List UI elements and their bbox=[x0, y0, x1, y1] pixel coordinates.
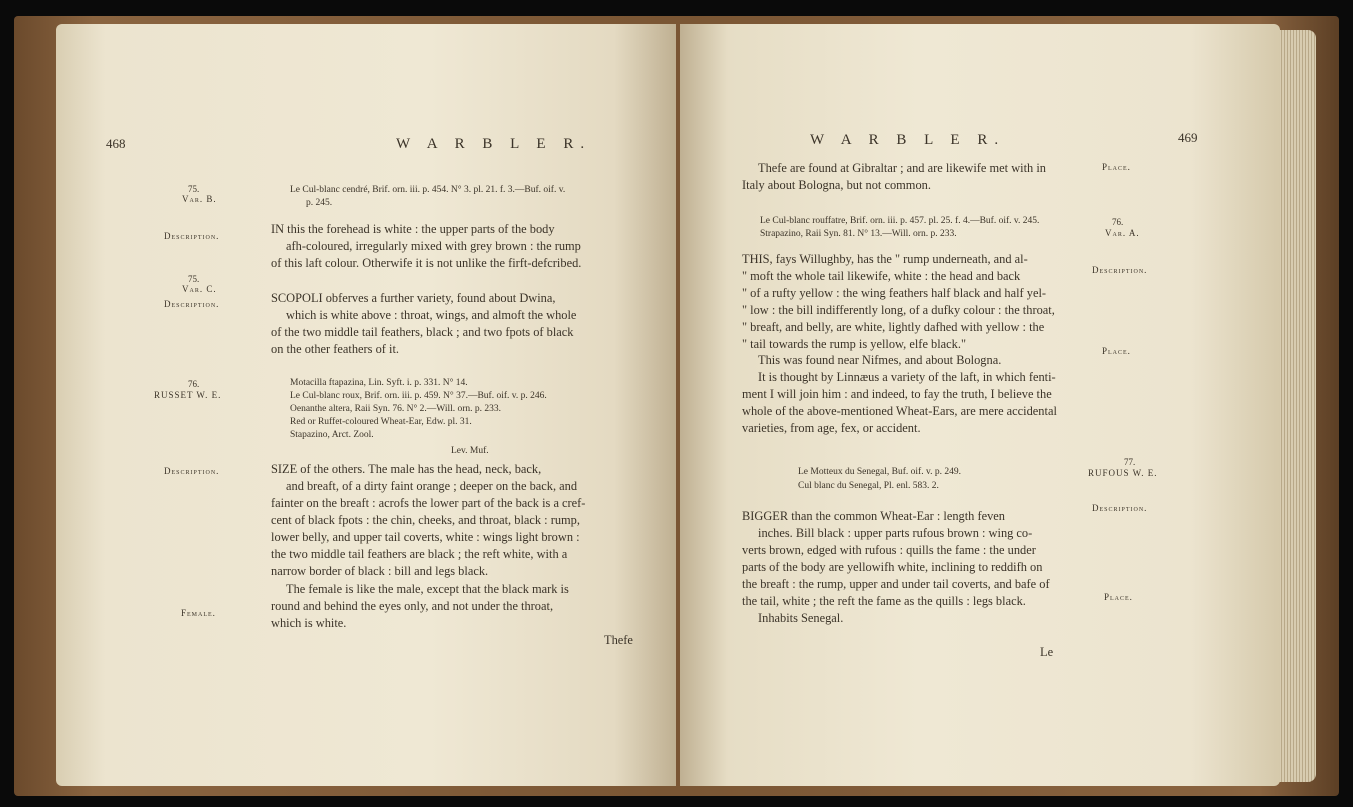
running-head: W A R B L E R. bbox=[396, 136, 592, 152]
body-line: THIS, fays Willughby, has the " rump underneath, and al- bbox=[742, 252, 1028, 266]
sidenote-description: Description. bbox=[164, 466, 220, 476]
body-line: ment I will join him : and indeed, to fay the truth, I believe the bbox=[742, 387, 1052, 401]
body-line: lower belly, and upper tail coverts, white : wings light brown : bbox=[271, 530, 580, 544]
body-line: fainter on the breaft : acrofs the lower part of the back is a cref- bbox=[271, 496, 586, 510]
reference-line: Motacilla ftapazina, Lin. Syft. i. p. 331. N° 14. bbox=[290, 378, 468, 388]
body-line: whole of the above-mentioned Wheat-Ears, are mere accidental bbox=[742, 404, 1057, 418]
body-line: " of a rufty yellow : the wing feathers half black and half yel- bbox=[742, 286, 1047, 300]
page-number: 468 bbox=[106, 136, 126, 151]
body-line: and breaft, of a dirty faint orange ; deeper on the back, and bbox=[286, 479, 578, 493]
sidenote-place: Place. bbox=[1102, 346, 1131, 356]
reference-line: Le Cul-blanc cendré, Brif. orn. iii. p. 454. N° 3. pl. 21. f. 3.—Buf. oif. v. bbox=[290, 185, 566, 195]
body-line: which is white above : throat, wings, and almoft the whole bbox=[286, 308, 577, 322]
body-line: cent of black fpots : the chin, cheeks, and throat, black : rump, bbox=[271, 513, 580, 527]
body-line: varieties, from age, fex, or accident. bbox=[742, 421, 921, 435]
sidenote-rufous: RUFOUS W. E. bbox=[1088, 468, 1158, 478]
sidenote-description: Description. bbox=[164, 231, 220, 241]
body-line: This was found near Nifmes, and about Bologna. bbox=[758, 353, 1002, 367]
sidenote-description: Description. bbox=[164, 299, 220, 309]
body-line: " low : the bill indifferently long, of a dufky colour : the throat, bbox=[742, 303, 1055, 317]
body-line: It is thought by Linnæus a variety of the laft, in which fenti- bbox=[758, 370, 1056, 384]
body-line: BIGGER than the common Wheat-Ear : length feven bbox=[742, 509, 1005, 523]
catchword: Le bbox=[1040, 645, 1054, 659]
sidenote-var-c-num: 75. bbox=[188, 274, 200, 284]
reference-line: Stapazino, Arct. Zool. bbox=[290, 430, 374, 440]
sidenote-rufous-num: 77. bbox=[1124, 457, 1136, 467]
sidenote-var-b-num: 75. bbox=[188, 184, 200, 194]
body-line: Inhabits Senegal. bbox=[758, 611, 844, 625]
running-head: W A R B L E R. bbox=[810, 132, 1006, 148]
reference-line: Oenanthe altera, Raii Syn. 76. N° 2.—Will. orn. p. 233. bbox=[290, 404, 502, 414]
sidenote-var-b: Var. B. bbox=[182, 194, 217, 204]
reference-line: Le Cul-blanc rouffatre, Brif. orn. iii. p. 457. pl. 25. f. 4.—Buf. oif. v. 245. bbox=[760, 216, 1040, 226]
reference-line: Red or Ruffet-coloured Wheat-Ear, Edw. pl. 31. bbox=[290, 417, 472, 427]
body-line: round and behind the eyes only, and not under the throat, bbox=[271, 599, 554, 613]
sidenote-var-a-num: 76. bbox=[1112, 217, 1124, 227]
body-line: of this laft colour. Otherwife it is not unlike the firft-defcribed. bbox=[271, 256, 582, 270]
page-edges bbox=[1276, 30, 1316, 782]
body-line: inches. Bill black : upper parts rufous brown : wing co- bbox=[758, 526, 1033, 540]
sidenote-var-c: Var. C. bbox=[182, 284, 217, 294]
body-line: verts brown, edged with rufous : quills the fame : the under bbox=[742, 543, 1036, 557]
body-line: the tail, white ; the reft the fame as the quills : legs black. bbox=[742, 594, 1026, 608]
reference-line: Cul blanc du Senegal, Pl. enl. 583. 2. bbox=[798, 481, 939, 491]
catchword: Thefe bbox=[604, 633, 633, 647]
reference-line: p. 245. bbox=[306, 198, 333, 208]
body-line: afh-coloured, irregularly mixed with grey brown : the rump bbox=[286, 239, 581, 253]
body-line: Italy about Bologna, but not common. bbox=[742, 178, 931, 192]
sidenote-female: Female. bbox=[181, 608, 216, 618]
body-line: parts of the body are yellowifh white, inclining to reddifh on bbox=[742, 560, 1043, 574]
sidenote-description: Description. bbox=[1092, 503, 1148, 513]
body-line: narrow border of black : bill and legs black. bbox=[271, 564, 489, 578]
sidenote-place: Place. bbox=[1104, 592, 1133, 602]
sidenote-russet-num: 76. bbox=[188, 379, 200, 389]
reference-line: Lev. Muf. bbox=[451, 446, 489, 456]
right-page bbox=[680, 24, 1280, 786]
body-line: which is white. bbox=[271, 616, 347, 630]
body-line: of the two middle tail feathers, black ; and two fpots of black bbox=[271, 325, 574, 339]
body-line: " moft the whole tail likewife, white : the head and back bbox=[742, 269, 1021, 283]
reference-line: Le Motteux du Senegal, Buf. oif. v. p. 249. bbox=[798, 467, 961, 477]
body-line: IN this the forehead is white : the upper parts of the body bbox=[271, 222, 555, 236]
sidenote-description: Description. bbox=[1092, 265, 1148, 275]
reference-line: Le Cul-blanc roux, Brif. orn. iii. p. 459. N° 37.—Buf. oif. v. p. 246. bbox=[290, 391, 547, 401]
body-line: SCOPOLI obferves a further variety, found about Dwina, bbox=[271, 291, 556, 305]
body-line: " tail towards the rump is yellow, elfe black." bbox=[742, 337, 967, 351]
body-line: SIZE of the others. The male has the head, neck, back, bbox=[271, 462, 542, 476]
page-number: 469 bbox=[1178, 130, 1198, 145]
sidenote-place: Place. bbox=[1102, 162, 1131, 172]
reference-line: Strapazino, Raii Syn. 81. N° 13.—Will. orn. p. 233. bbox=[760, 229, 957, 239]
left-page bbox=[56, 24, 676, 786]
sidenote-var-a: Var. A. bbox=[1105, 228, 1140, 238]
sidenote-russet: RUSSET W. E. bbox=[154, 390, 222, 400]
body-line: " breaft, and belly, are white, lightly dafhed with yellow : the bbox=[742, 320, 1045, 334]
body-line: the breaft : the rump, upper and under tail coverts, and bafe of bbox=[742, 577, 1050, 591]
body-line: on the other feathers of it. bbox=[271, 342, 399, 356]
body-line: the two middle tail feathers are black ; the reft white, with a bbox=[271, 547, 568, 561]
body-line: Thefe are found at Gibraltar ; and are likewife met with in bbox=[758, 161, 1046, 175]
body-line: The female is like the male, except that the black mark is bbox=[286, 582, 569, 596]
